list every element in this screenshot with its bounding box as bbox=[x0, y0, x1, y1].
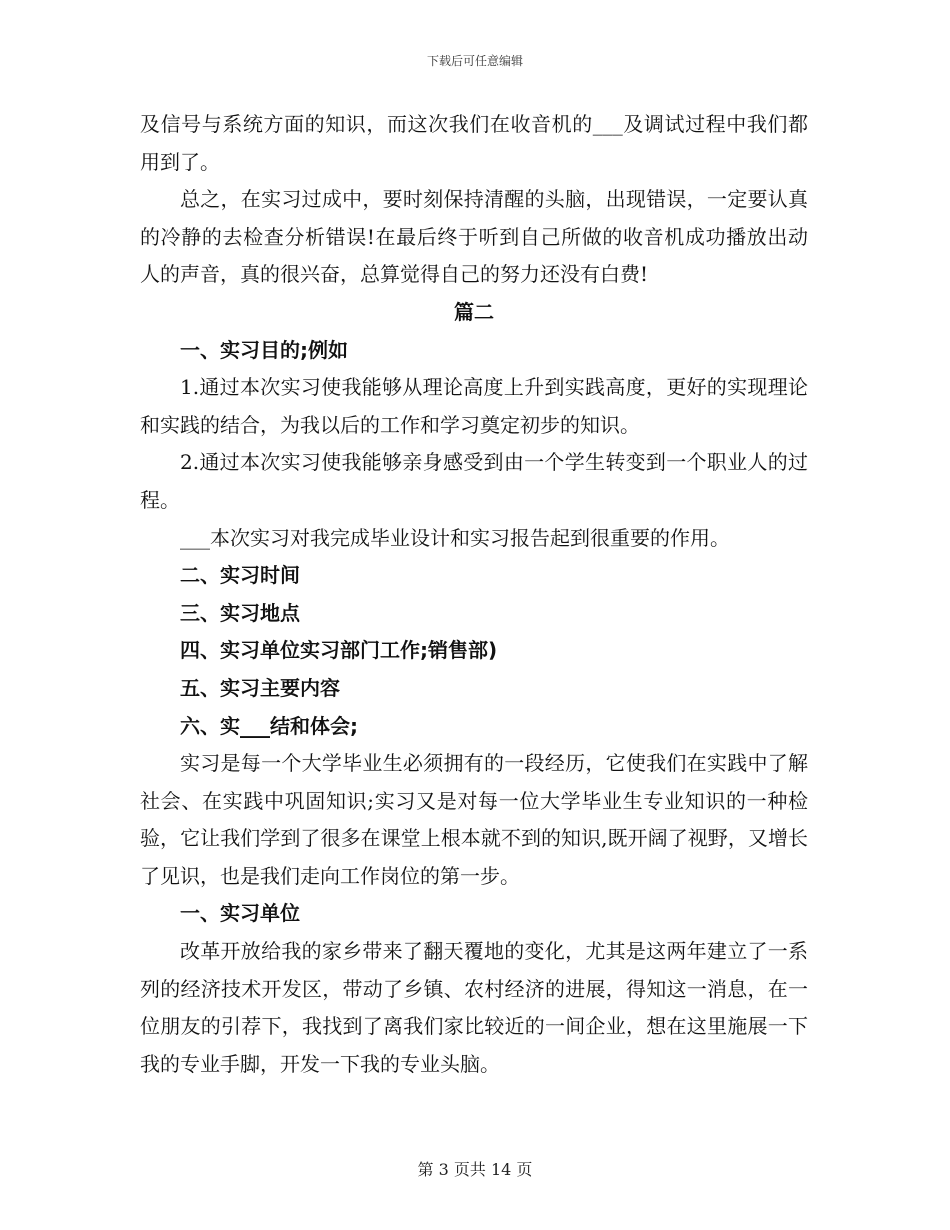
paragraph-purpose-3: ___本次实习对我完成毕业设计和实习报告起到很重要的作用。 bbox=[180, 525, 730, 550]
heading-internship-time: 二、实习时间 bbox=[180, 563, 300, 588]
page-header: 下载后可任意编辑 bbox=[426, 54, 523, 68]
section-title: 篇二 bbox=[454, 299, 494, 324]
heading-internship-unit: 一、实习单位 bbox=[180, 901, 300, 926]
heading-internship-summary: 六、实___结和体会; bbox=[180, 713, 358, 738]
paragraph-signals-knowledge: 及信号与系统方面的知识，而这次我们在收音机的___及调试过程中我们都用到了。 bbox=[140, 112, 808, 174]
paragraph-purpose-2: 2.通过本次实习使我能够亲身感受到由一个学生转变到一个职业人的过程。 bbox=[140, 450, 808, 512]
paragraph-hometown-development: 改革开放给我的家乡带来了翻天覆地的变化，尤其是这两年建立了一系列的经济技术开发区，带动了乡镇、农村经济的进展，得知这一消息，在一位朋友的引荐下，我找到了离我们家比较近的一间企业，想在这里施展一下我的专业手脚，开发一下我的专业头脑。 bbox=[140, 939, 808, 1076]
heading-internship-purpose: 一、实习目的;例如 bbox=[180, 337, 348, 362]
page-footer: 第 3 页共 14 页 bbox=[417, 1160, 533, 1179]
heading-internship-department: 四、实习单位实习部门工作;销售部) bbox=[180, 638, 498, 663]
paragraph-internship-experience: 实习是每一个大学毕业生必须拥有的一段经历，它使我们在实践中了解社会、在实践中巩固知识;实习又是对每一位大学毕业生专业知识的一种检验，它让我们学到了很多在课堂上根本就不到的知识,既开阔了视野，又增长了见识，也是我们走向工作岗位的第一步。 bbox=[140, 751, 808, 888]
paragraph-purpose-1: 1.通过本次实习使我能够从理论高度上升到实践高度，更好的实现理论和实践的结合，为我以后的工作和学习奠定初步的知识。 bbox=[140, 375, 808, 437]
heading-internship-content: 五、实习主要内容 bbox=[180, 675, 340, 700]
document-body bbox=[140, 106, 808, 1083]
paragraph-conclusion: 总之，在实习过成中，要时刻保持清醒的头脑，出现错误，一定要认真的冷静的去检查分析错误!在最后终于听到自己所做的收音机成功播放出动人的声音，真的很兴奋，总算觉得自己的努力还没有白费! bbox=[140, 187, 808, 287]
heading-internship-location: 三、实习地点 bbox=[180, 600, 300, 625]
